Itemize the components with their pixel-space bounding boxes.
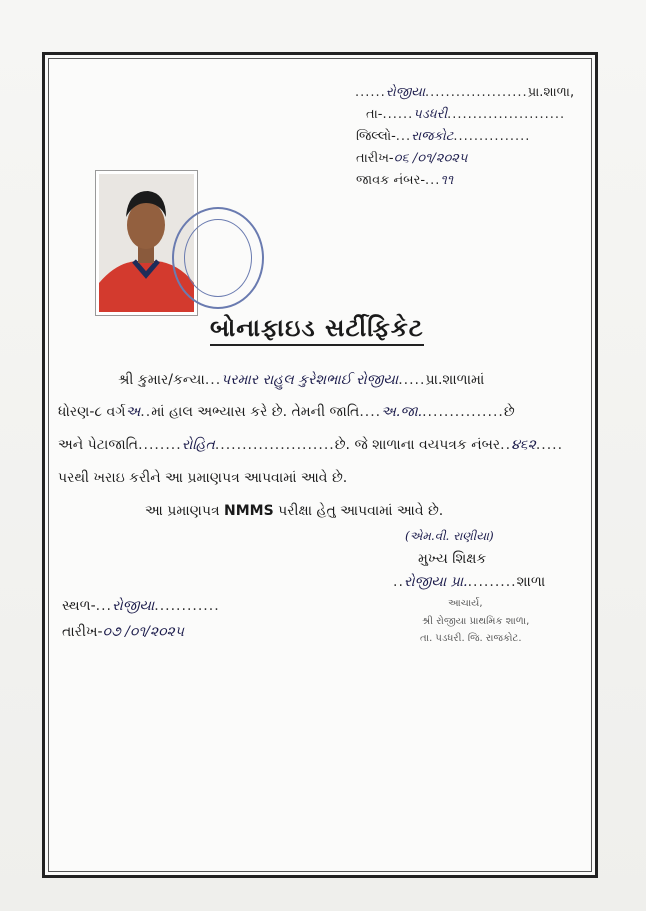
outward-value: ૧૧	[440, 173, 454, 188]
body-line-5	[145, 503, 443, 519]
signature-role: મુખ્ય શિક્ષક	[418, 551, 487, 567]
date-line	[62, 624, 184, 640]
register-value: ૪૬૨	[511, 437, 536, 453]
seal-line-2: શ્રી રોજીયા પ્રાથમિક શાળા,	[422, 616, 530, 627]
signature-name: (એમ.વી. રાણીયા)	[405, 529, 494, 543]
place-label: સ્થળ-	[62, 598, 96, 614]
body-line-2: ધોરણ-૮ વર્ગઅ..માં હાલ અભ્યાસ કરે છે. તેમની જાતિ....અ.જા................છે	[58, 404, 515, 420]
header-taluka-line: તા-......પડધરી.......................	[366, 107, 566, 122]
purpose-suffix: પરીક્ષા હેતુ આપવામાં આવે છે.	[273, 503, 444, 519]
taluka-label: તા-	[366, 107, 383, 122]
subcaste-value: રોહિત	[181, 437, 215, 453]
body-line-4: પરથી ખરાઇ કરીને આ પ્રમાણપત્ર આપવામાં આવે છે.	[58, 470, 348, 486]
signature-school-suffix: શાળા	[516, 574, 546, 590]
date-label: તારીખ-	[62, 624, 103, 640]
standard-label: ધોરણ-૮ વર્ગ	[58, 404, 126, 420]
signature-school-name: રોજીયા પ્રા.	[403, 574, 468, 590]
body-line-3: અને પેટાજાતિ........રોહિત......................છે. જે શાળાના વયપત્રક નંબર..૪૬૨.....	[58, 437, 564, 453]
header-date-label: તારીખ-	[356, 151, 394, 166]
header-district-line: જિલ્લો-...રાજકોટ...............	[356, 129, 531, 144]
header-date-value: ૦૬ /૦૧/૨૦૨૫	[393, 151, 468, 166]
student-label: શ્રી કુમાર/કન્યા	[118, 372, 205, 388]
purpose-prefix: આ પ્રમાણપત્ર	[145, 503, 225, 519]
line2-end: છે	[503, 404, 515, 420]
header-school-line: ......રોજીયા....................પ્રા.શાળા,	[355, 85, 575, 100]
seal-line-3: તા. પડધરી. જિ. રાજકોટ.	[420, 633, 522, 644]
school-round-stamp	[172, 207, 264, 309]
stamp-inner-ring	[184, 219, 252, 297]
seal-line-1: આચાર્ય,	[448, 598, 483, 609]
place-value: રોજીયા	[112, 598, 155, 614]
study-text: માં હાલ અભ્યાસ કરે છે. તેમની જાતિ	[151, 404, 360, 420]
class-value: અ	[125, 404, 141, 420]
exam-name: NMMS	[224, 503, 274, 519]
date-value: ૦૭ /૦૧/૨૦૨૫	[102, 624, 184, 640]
subcaste-label: અને પેટાજાતિ	[58, 437, 139, 453]
taluka-value: પડધરી	[413, 107, 448, 122]
district-value: રાજકોટ	[411, 129, 454, 144]
district-label: જિલ્લો-	[356, 129, 396, 144]
student-name: પરમાર રાહુલ કુરેશભાઈ રોજીયા	[221, 372, 399, 388]
body-line-1: શ્રી કુમાર/કન્યા...પરમાર રાહુલ કુરેશભાઈ રોજીયા.....પ્રા.શાળામાં	[118, 372, 485, 388]
register-text: છે. જે શાળાના વયપત્રક નંબર	[334, 437, 501, 453]
header-date-line	[356, 151, 467, 166]
place-line: સ્થળ-...રોજીયા............	[62, 598, 220, 614]
outward-label: જાવક નંબર-	[356, 173, 426, 188]
header-outward-line: જાવક નંબર-...૧૧	[356, 173, 454, 188]
certificate-title: બોનાફાઇડ સર્ટીફિકેટ	[210, 314, 424, 346]
caste-value: અ.જા.	[381, 404, 423, 420]
header-school-suffix: પ્રા.શાળા,	[527, 85, 575, 100]
signature-school-line: ..રોજીયા પ્રા..........શાળા	[393, 574, 546, 590]
header-school-name: રોજીયા	[385, 85, 426, 100]
school-suffix: પ્રા.શાળામાં	[425, 372, 485, 388]
